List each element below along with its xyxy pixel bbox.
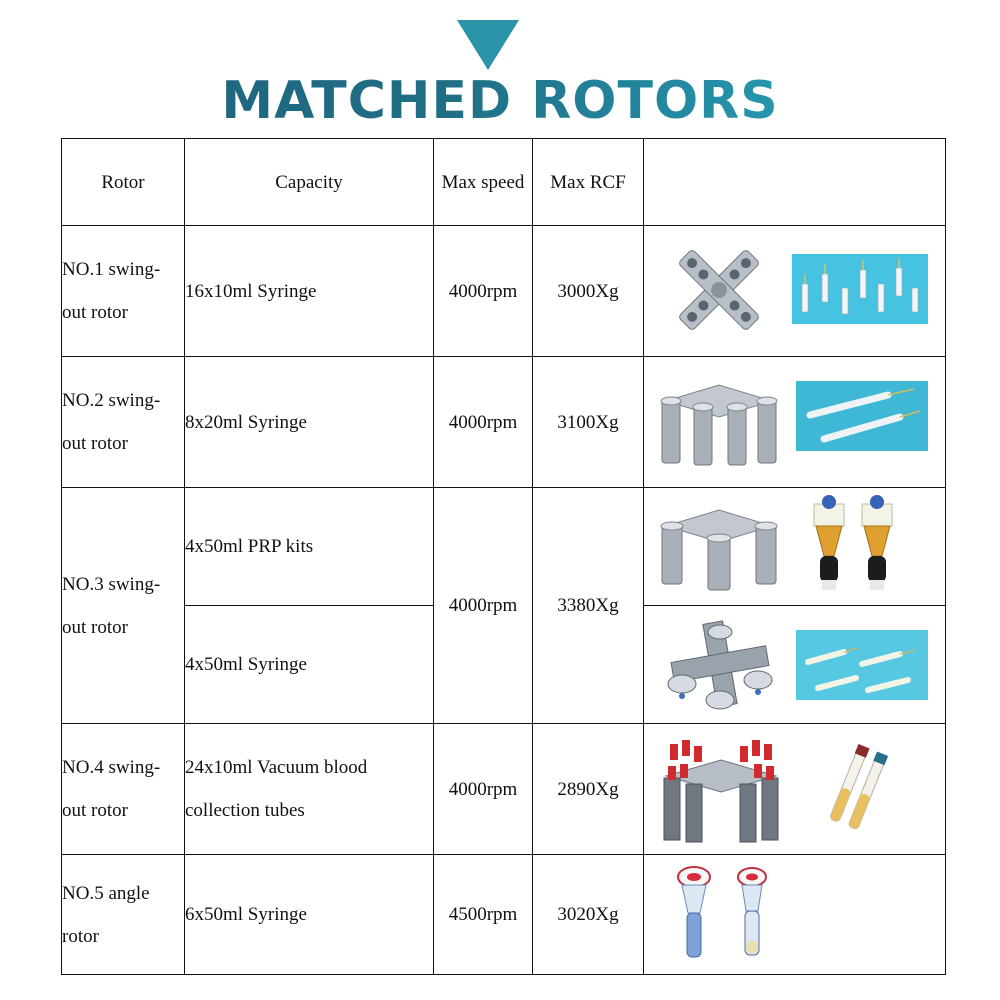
capacity-value: 8x20ml Syringe <box>185 357 434 488</box>
prp-kit-photo <box>804 494 914 598</box>
column-header-capacity: Capacity <box>185 139 434 226</box>
max-rcf-value: 3000Xg <box>533 226 644 357</box>
product-images <box>644 488 946 606</box>
capacity-value: 24x10ml Vacuum blood collection tubes <box>185 724 434 855</box>
max-rcf-value: 2890Xg <box>533 724 644 855</box>
product-images <box>644 226 946 357</box>
syringe-photo <box>792 254 928 324</box>
header <box>0 0 1000 135</box>
angle-rotor-tube-photo <box>670 863 780 967</box>
table-row <box>62 226 946 357</box>
column-header-image <box>644 139 946 226</box>
table-row <box>62 724 946 855</box>
product-images <box>644 357 946 488</box>
max-rcf-value: 3020Xg <box>533 855 644 975</box>
blood-tube-photo <box>820 744 900 838</box>
table-row <box>62 357 946 488</box>
syringe-photo <box>796 381 928 451</box>
page-title: MATCHED ROTORS <box>0 70 1000 132</box>
rotor-cross-image <box>664 238 774 343</box>
column-header-max-rcf: Max RCF <box>533 139 644 226</box>
triangle-marker-icon <box>457 20 519 70</box>
capacity-value: 16x10ml Syringe <box>185 226 434 357</box>
column-header-max-speed: Max speed <box>434 139 533 226</box>
table-header-row <box>62 139 946 226</box>
rotor-spec-table <box>61 138 946 975</box>
max-speed-value: 4000rpm <box>434 488 533 724</box>
capacity-value: 4x50ml Syringe <box>185 606 434 724</box>
rotor-name: NO.1 swing-out rotor <box>62 226 185 357</box>
rotor-name: NO.4 swing-out rotor <box>62 724 185 855</box>
column-header-rotor: Rotor <box>62 139 185 226</box>
capacity-value: 4x50ml PRP kits <box>185 488 434 606</box>
rotor-tube-holder-image <box>658 736 784 846</box>
product-images <box>644 724 946 855</box>
max-speed-value: 4000rpm <box>434 226 533 357</box>
syringe-photo <box>796 630 928 700</box>
max-rcf-value: 3380Xg <box>533 488 644 724</box>
rotor-bucket-image <box>656 498 782 594</box>
rotor-name: NO.2 swing-out rotor <box>62 357 185 488</box>
table-row <box>62 488 946 606</box>
max-rcf-value: 3100Xg <box>533 357 644 488</box>
rotor-name: NO.5 angle rotor <box>62 855 185 975</box>
rotor-bucket-image <box>656 371 782 471</box>
max-speed-value: 4500rpm <box>434 855 533 975</box>
product-images <box>644 855 946 975</box>
product-images <box>644 606 946 724</box>
rotor-bucket-image <box>662 616 778 712</box>
max-speed-value: 4000rpm <box>434 724 533 855</box>
capacity-value: 6x50ml Syringe <box>185 855 434 975</box>
table-row <box>62 855 946 975</box>
rotor-name: NO.3 swing-out rotor <box>62 488 185 724</box>
max-speed-value: 4000rpm <box>434 357 533 488</box>
